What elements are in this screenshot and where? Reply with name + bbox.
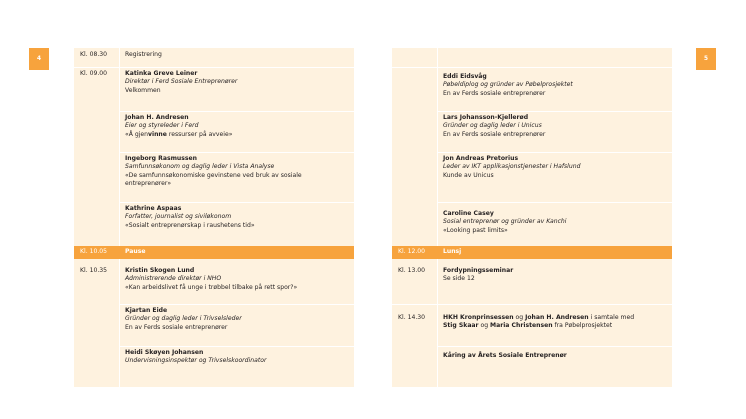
speaker-lars bbox=[392, 111, 672, 152]
session-title: Registrering bbox=[125, 51, 162, 58]
page-number-left: 4 bbox=[29, 48, 49, 70]
speaker-name: Caroline Casey bbox=[443, 210, 494, 217]
speaker-name: Johan H. Andresen bbox=[125, 114, 189, 121]
speaker-name: Ingeborg Rasmussen bbox=[125, 155, 197, 162]
speaker-johan bbox=[74, 111, 354, 152]
speaker-name: Kathrine Aspaas bbox=[125, 205, 182, 212]
schedule-row-fordypning bbox=[392, 259, 672, 304]
talk-title: En av Ferds sosiale entreprenører bbox=[443, 130, 546, 138]
schedule-row-empty bbox=[392, 48, 672, 67]
schedule-row-pause bbox=[74, 246, 354, 259]
program-panel-left bbox=[74, 48, 354, 387]
talk-title: «De samfunnsøkonomiske gevinstene ved bruk av sosiale entreprenører» bbox=[125, 171, 302, 187]
speaker-kathrine bbox=[74, 202, 354, 245]
speaker-role: Administrerende direktør i NHO bbox=[125, 275, 222, 283]
speaker-ingeborg bbox=[74, 152, 354, 202]
program-panel-right bbox=[392, 48, 672, 387]
talk-title: En av Ferds sosiale entreprenører bbox=[443, 89, 546, 97]
speaker-jon bbox=[392, 152, 672, 202]
speaker-role: Leder av IKT applikasjonstjenester i Hafslund bbox=[443, 163, 581, 171]
speaker-name: Jon Andreas Pretorius bbox=[443, 155, 519, 162]
speaker-name: Katinka Greve Leiner bbox=[125, 70, 198, 77]
speaker-name: Heidi Skøyen Johansen bbox=[125, 349, 204, 356]
speaker-heidi bbox=[74, 346, 354, 387]
speaker-role: Gründer og daglig leder i Unicus bbox=[443, 122, 542, 130]
speaker-role: Direktør i Ferd Sosiale Entreprenører bbox=[125, 78, 238, 86]
session-note: Se side 12 bbox=[443, 275, 475, 283]
talk-title: «Kan arbeidslivet få unge i trøbbel tilbake på rett spor?» bbox=[125, 283, 298, 291]
talk-title: En av Ferds sosiale entreprenører bbox=[125, 323, 228, 331]
talk-title: «Looking past limits» bbox=[443, 226, 508, 234]
speaker-role: Gründer og daglig leder i Trivselsleder bbox=[125, 315, 242, 323]
session-line-1: HKH Kronprinsessen og Johan H. Andresen i samtale med bbox=[443, 314, 635, 321]
speaker-caroline bbox=[392, 202, 672, 246]
speaker-role: Sosial entreprenør og gründer av Kanchi bbox=[443, 218, 567, 226]
speaker-name: Kjartan Eide bbox=[125, 307, 168, 314]
time-label: Kl. 10.05 bbox=[80, 248, 108, 255]
page-number-right: 5 bbox=[696, 48, 716, 70]
talk-title: Velkommen bbox=[125, 86, 161, 94]
time-label: Kl. 14.30 bbox=[398, 314, 426, 321]
session-title: Kåring av Årets Sosiale Entreprenør bbox=[443, 352, 567, 359]
speaker-eddi bbox=[392, 67, 672, 111]
speaker-kjartan bbox=[74, 304, 354, 346]
talk-title: Kunde av Unicus bbox=[443, 171, 494, 179]
schedule-row-samtale bbox=[392, 304, 672, 346]
speaker-katinka bbox=[74, 67, 354, 111]
time-label: Kl. 08.30 bbox=[80, 51, 108, 58]
time-label: Kl. 13.00 bbox=[398, 267, 426, 274]
talk-title: «Å gjenvinne ressurser på avveie» bbox=[125, 130, 233, 138]
speaker-name: Lars Johansson-Kjellerød bbox=[443, 114, 529, 121]
speaker-role: Pøbeldiplog og gründer av Pøbelprosjektet bbox=[443, 81, 573, 89]
session-title: Fordypningsseminar bbox=[443, 267, 514, 274]
speaker-role: Undervisningsinspektør og Trivselskoordinator bbox=[125, 357, 267, 365]
schedule-row-kaaring bbox=[392, 346, 672, 387]
speaker-kristin bbox=[74, 259, 354, 303]
session-title: Pause bbox=[125, 248, 146, 255]
talk-title: «Sosialt entreprenørskap i raushetens tid» bbox=[125, 221, 255, 229]
speaker-name: Kristin Skogen Lund bbox=[125, 267, 195, 274]
speaker-role: Forfatter, journalist og siviløkonom bbox=[125, 213, 232, 221]
speaker-name: Eddi Eidsvåg bbox=[443, 73, 487, 80]
time-label: Kl. 09.00 bbox=[80, 70, 108, 77]
session-line-2: Stig Skaar og Maria Christensen fra Pøbelprosjektet bbox=[443, 322, 613, 330]
schedule-row-lunsj bbox=[392, 246, 672, 259]
time-label: Kl. 10.35 bbox=[80, 267, 108, 274]
time-label: Kl. 12.00 bbox=[398, 248, 426, 255]
speaker-role: Eier og styreleder i Ferd bbox=[125, 122, 199, 130]
schedule-row-registrering bbox=[74, 48, 354, 67]
session-title: Lunsj bbox=[443, 248, 462, 255]
speaker-role: Samfunnsøkonom og daglig leder i Vista Analyse bbox=[125, 163, 275, 171]
